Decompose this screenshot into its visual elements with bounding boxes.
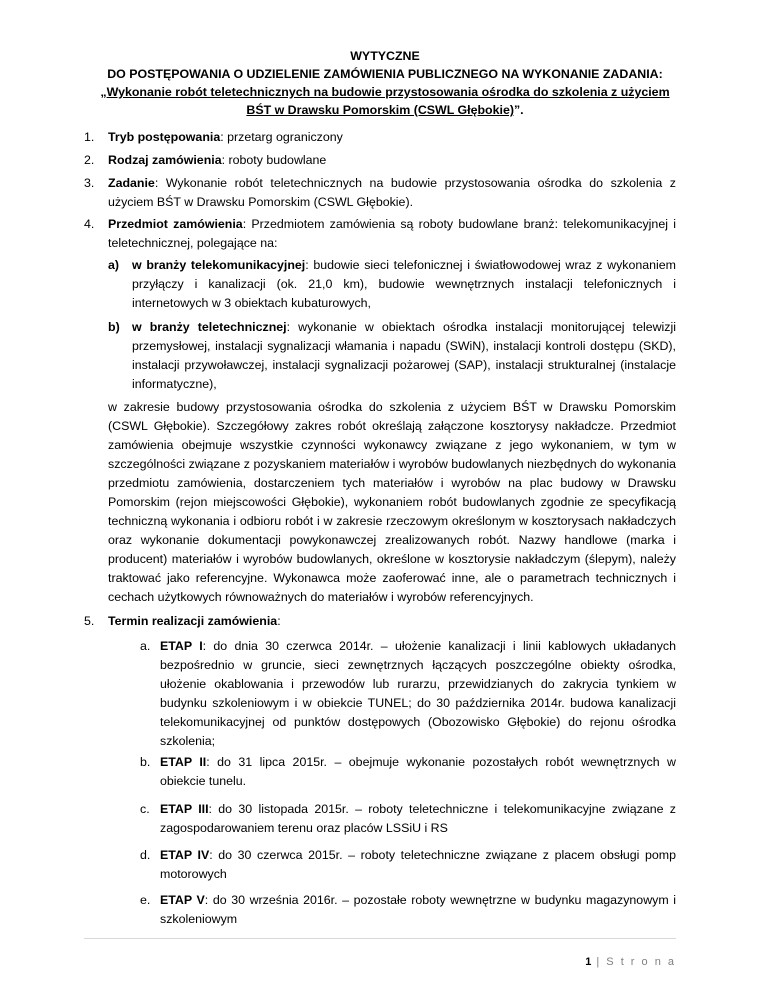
footer-separator: | bbox=[591, 956, 607, 968]
page-footer bbox=[585, 953, 676, 972]
footer-label: S t r o n a bbox=[606, 956, 676, 968]
document-header bbox=[100, 47, 670, 119]
header-task-name: „Wykonanie robót teletechnicznych na budowie przystosowania ośrodka do szkolenia z użyciem BŚT w Drawsku Pomorskim (CSWL Głębokie)”. bbox=[100, 85, 670, 117]
scope-paragraph: w zakresie budowy przystosowania ośrodka do szkolenia z użyciem BŚT w Drawsku Pomorskim (CSWL Głębokie). Szczegółowy zakres robót określają załączone kosztorysy nakładcze. Przedmiot zamówienia obejmuje wszystkie czynności wykonawcy związane z jego wykonaniem, w tym w szczególności związane z pozyskaniem materiałów i wyrobów budowlanych niezbędnych do wykonania przedmiotu zamówienia, dostarczeniem tych materiałów i wyrobów na plac budowy w Drawsku Pomorskim (rejon miejscowości Głębokie), wykonaniem robót budowlanych zgodnie ze specyfikacją techniczną wykonania i odbioru robót i w zakresie rzeczowym określonym w kosztorysach nakładczych oraz wykonanie dokumentacji powykonawczej zrealizowanych robót. Nazwy handlowe (marka i producent) materiałów i wyrobów budowlanych, określone w kosztorysie nakładczym (ślepym), należy traktować jako referencyjne. Wykonawca może zaoferować inne, ale o parametrach technicznych i cechach użytkowych równoważnych do materiałów i wyrobów referencyjnych. bbox=[108, 400, 676, 604]
header-title: WYTYCZNE bbox=[350, 49, 420, 63]
footer-divider bbox=[84, 938, 676, 939]
document-page: WYTYCZNE DO POSTĘPOWANIA O UDZIELENIE ZAMÓWIENIA PUBLICZNEGO NA WYKONANIE ZADANIA: „Wykonanie robót teletechnicznych na budowie przystosowania ośrodka do szkolenia z użyciem BŚT w Drawsku Pomorskim (CSWL Głębokie)”. 1. Tryb postępowania: przetarg ograniczony 2. Rodzaj zamówienia: roboty budowlane 3. Zadanie: Wykonanie robót teletechnicznych na budowie przystosowania ośrodka do szkolenia z użyciem BŚT w Drawsku Pomorskim (CSWL Głębokie). 4. Przedmiot zamówienia: Przedmiotem zamówienia są roboty budowlane branż: telekomunikacyjnej i teletechnicznej, polegające na: a) w branży telekomunikacyjnej: budowie sieci telefonicznej i światłowodowej wraz z wykonaniem przyłączy i kanalizacji (ok. 21,0 km), budowie wewnętrznych instalacji telefonicznych i internetowych w 3 obiektach kubaturowych, b) w branży teletechnicznej: wykonanie w obiektach ośrodka instalacji monitorującej telewizji przemysłowej, instalacji sygnalizacji włamania i napadu (SWiN), instalacji kontroli dostępu (SKD), instalacji przywoławczej, instalacji sygnalizacji pożarowej (SAP), instalacji strukturalnej (instalacje informatyczne), w zakresie budowy przystosowania ośrodka do szkolenia z użyciem BŚT w Drawsku Pomorskim (CSWL Głębokie). Szczegółowy zakres robót określają załączone kosztorysy nakładcze. Przedmiot zamówienia obejmuje wszystkie czynności wykonawcy związane z jego wykonaniem, w tym w szczególności związane z pozyskaniem materiałów i wyrobów budowlanych niezbędnych do wykonania przedmiotu zamówienia, dostarczeniem tych materiałów i wyrobów na plac budowy w Drawsku Pomorskim (rejon miejscowości Głębokie), wykonaniem robót budowlanych zgodnie ze specyfikacją techniczną wykonania i odbioru robót i w zakresie rzeczowym określonym w kosztorysach nakładczych oraz wykonanie dokumentacji powykonawczej zrealizowanych robót. Nazwy handlowe (marka i producent) materiałów i wyrobów budowlanych, określone w kosztorysie nakładczym (ślepym), należy traktować jako referencyjne. Wykonawca może zaoferować inne, ale o parametrach technicznych i cechach użytkowych równoważnych do materiałów i wyrobów referencyjnych. 5. Termin realizacji zamówienia: a. ETAP I: do dnia 30 czerwca 2014r. – ułożenie kanalizacji i linii kablowych układanych bezpośrednio w gruncie, sieci zewnętrznych łączących poszczególne obiekty ośrodka, ułożenie okablowania i przewodów lub rurarzu, przewidzianych do zakrycia tynkiem w budynku szkoleniowym i w obiekcie TUNEL; do 30 października 2014r. budowa kanalizacji telekomunikacyjnej od punktów dostępowych (Obozowisko Głębokie) do rejonu ośrodka szkolenia; b. ETAP II: do 31 lipca 2015r. – obejmuje wykonanie pozostałych robót wewnętrznych w obiekcie tunelu. c. ETAP III: do 30 listopada 2015r. – roboty teletechniczne i telekomunikacyjne związane z zagospodarowaniem terenu oraz placów LSSiU i RS d. ETAP IV: do 30 czerwca 2015r. – roboty teletechniczne związane z placem obsługi pomp motorowych e. ETAP V: do 30 września 2016r. – pozostałe roboty wewnętrzne w budynku magazynowym i szkoleniowym 1 | S t r o n a bbox=[0, 0, 768, 994]
page-number: 1 bbox=[585, 956, 592, 968]
header-subtitle: DO POSTĘPOWANIA O UDZIELENIE ZAMÓWIENIA PUBLICZNEGO NA WYKONANIE ZADANIA: bbox=[107, 67, 663, 81]
